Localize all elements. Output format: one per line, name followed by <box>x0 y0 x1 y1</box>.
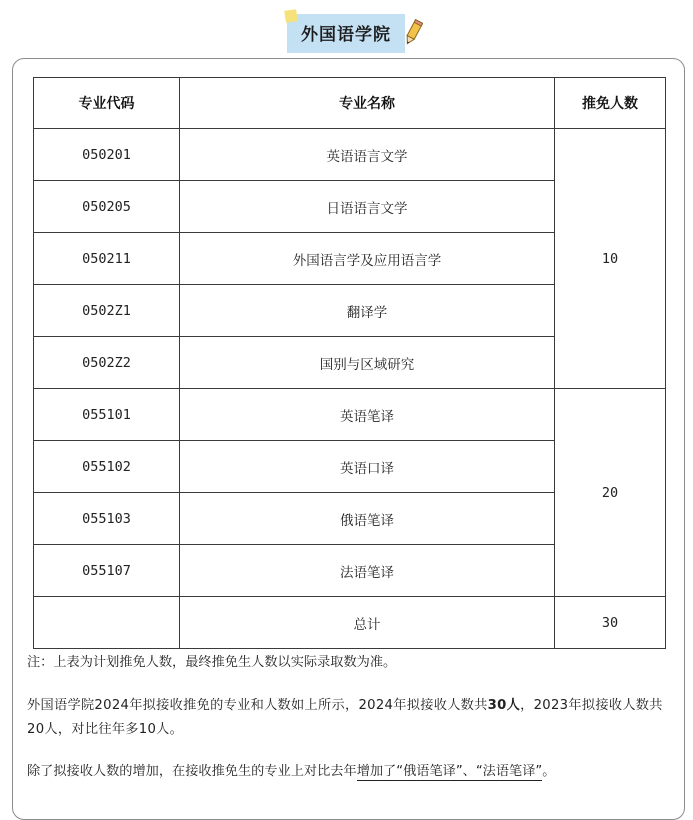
group-count: 20 <box>555 389 666 597</box>
major-name: 英语语言文学 <box>180 129 555 181</box>
major-code: 050205 <box>34 181 180 233</box>
major-name: 外国语言学及应用语言学 <box>180 233 555 285</box>
section-title-wrap <box>287 6 405 53</box>
major-code: 055102 <box>34 441 180 493</box>
change-underlined-text: 增加了“俄语笔译”、“法语笔译” <box>356 764 543 779</box>
major-code: 050201 <box>34 129 180 181</box>
major-name: 国别与区域研究 <box>180 337 555 389</box>
major-name: 俄语笔译 <box>180 493 555 545</box>
major-code: 0502Z2 <box>34 337 180 389</box>
major-code: 055103 <box>34 493 180 545</box>
pencil-icon <box>403 18 423 48</box>
total-value: 30 <box>555 597 666 649</box>
major-code: 055101 <box>34 389 180 441</box>
major-name: 英语笔译 <box>180 389 555 441</box>
total-row <box>34 597 666 649</box>
content-card <box>12 58 685 820</box>
header-code: 专业代码 <box>34 78 180 129</box>
major-name: 日语语言文学 <box>180 181 555 233</box>
major-code: 0502Z1 <box>34 285 180 337</box>
major-code: 050211 <box>34 233 180 285</box>
major-name: 法语笔译 <box>180 545 555 597</box>
table-note: 注：上表为计划推免人数，最终推免生人数以实际录取数为准。 <box>27 655 397 670</box>
change-text-a: 除了拟接收人数的增加，在接收推免生的专业上对比去年 <box>27 764 357 779</box>
section-title: 外国语学院 <box>301 25 391 45</box>
group-count: 10 <box>555 129 666 389</box>
total-blank-cell <box>34 597 180 649</box>
table-row <box>34 129 666 181</box>
table-header-row <box>34 78 666 129</box>
section-title-tag <box>287 14 405 53</box>
table-row <box>34 389 666 441</box>
major-table <box>33 77 666 649</box>
summary-text-b: ，2023年拟接收人数共20人，对比往年多10人。 <box>27 698 663 737</box>
notes-section <box>27 651 677 784</box>
major-name: 英语口译 <box>180 441 555 493</box>
major-code: 055107 <box>34 545 180 597</box>
change-paragraph <box>27 760 677 784</box>
summary-bold-count: 30人 <box>487 698 521 713</box>
summary-paragraph <box>27 694 677 742</box>
header-name: 专业名称 <box>180 78 555 129</box>
change-text-end: 。 <box>542 764 556 779</box>
tag-corner-decoration <box>284 9 298 23</box>
header-count: 推免人数 <box>555 78 666 129</box>
summary-text-a: 外国语学院2024年拟接收推免的专业和人数如上所示，2024年拟接收人数共 <box>27 698 488 713</box>
major-name: 翻译学 <box>180 285 555 337</box>
total-label: 总计 <box>180 597 555 649</box>
